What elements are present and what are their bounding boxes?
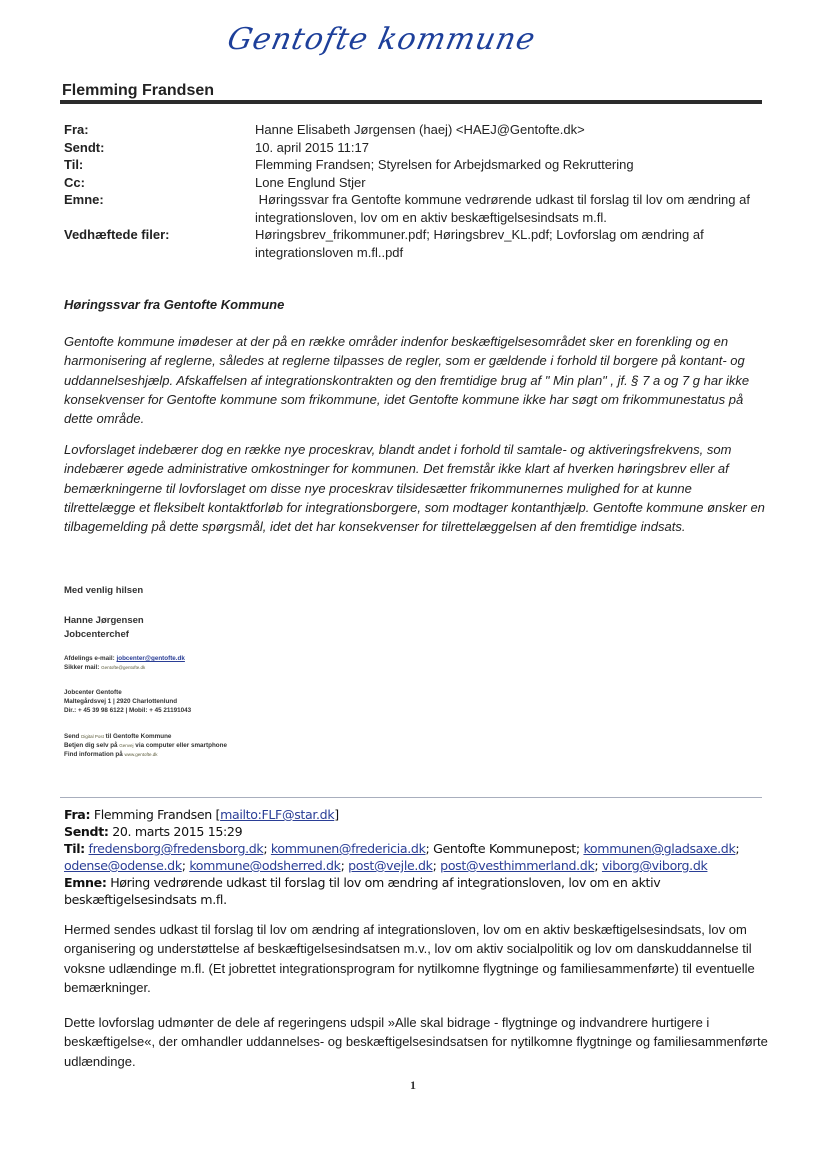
fwd-from-close: ] <box>334 807 339 822</box>
signature-title: Jobcenterchef <box>64 629 129 640</box>
fwd-from-name: Flemming Frandsen [ <box>93 807 221 822</box>
page-number: 1 <box>410 1078 416 1092</box>
header-label: Emne: <box>64 192 104 207</box>
recipient-link[interactable]: post@vesthimmerland.dk <box>440 858 595 873</box>
header-value-from: Hanne Elisabeth Jørgensen (haej) <HAEJ@Gentofte.dk> <box>255 122 585 137</box>
recipient-link[interactable]: kommunen@fredericia.dk <box>270 841 426 856</box>
header-row-cc <box>64 174 764 192</box>
forwarded-header <box>64 806 784 908</box>
forwarded-paragraph: Dette lovforslag udmønter de dele af regeringens udspil »Alle skal bidrage - flygtninge og indvandrere hurtigere i beskæftigelse«, der omhandler uddannelses- og beskæftigelsesindsatsen for nytilkomne flygtninge og familiesammenførte udlændinge. <box>64 1015 768 1069</box>
header-row-subject <box>64 191 764 226</box>
fwd-from-row <box>64 806 784 823</box>
signature-name-block <box>64 614 144 642</box>
fwd-sent-row <box>64 823 784 840</box>
website-link[interactable]: www.gentofte.dk <box>124 752 158 757</box>
recipient-link[interactable]: odense@odense.dk <box>64 858 182 873</box>
digital-post-link[interactable]: Digital Post <box>81 734 104 739</box>
office-address: Maltegårdsvej 1 | 2920 Charlottenlund <box>64 698 178 705</box>
fwd-to-label: Til: <box>64 841 85 856</box>
office-name: Jobcenter Gentofte <box>64 689 122 696</box>
signature-links <box>64 732 227 759</box>
fwd-subject-value: Høring vedrørende udkast til forslag til lov om ændring af integrationsloven, lov om en aktiv beskæftigelsesindsats m.fl. <box>64 875 661 907</box>
handwritten-annotation: Gentofte kommune <box>224 22 539 57</box>
fwd-sent-value: 20. marts 2015 15:29 <box>112 824 243 839</box>
signature-contact <box>64 654 185 672</box>
signature-name: Hanne Jørgensen <box>64 615 144 626</box>
dept-email-label: Afdelings e-mail: <box>64 655 117 662</box>
signature-address <box>64 688 191 715</box>
header-row-attachments <box>64 226 764 261</box>
info-pre: Find information på <box>64 751 125 758</box>
header-label: Cc: <box>64 174 85 190</box>
header-label: Fra: <box>64 122 89 137</box>
attachments-list[interactable]: Høringsbrev_frikommuner.pdf; Høringsbrev_KL.pdf; Lovforslag om ændring af integrationsloven m.fl..pdf <box>255 227 704 260</box>
fwd-sent-label: Sendt: <box>64 824 109 839</box>
genvej-link[interactable]: Genvej <box>119 743 134 748</box>
self-service-pre: Betjen dig selv på <box>64 742 120 749</box>
header-value-to: Flemming Frandsen; Styrelsen for Arbejdsmarked og Rekruttering <box>255 157 634 172</box>
header-divider <box>60 100 762 104</box>
header-label: Til: <box>64 157 84 172</box>
header-value-subject: Høringssvar fra Gentofte kommune vedrørende udkast til forslag til lov om ændring af integrationsloven, lov om en aktiv beskæftigelsesindsats m.fl. <box>255 192 754 225</box>
fwd-from-mailto-link[interactable]: mailto:FLF@star.dk <box>220 807 335 822</box>
forwarded-paragraph: Hermed sendes udkast til forslag til lov om ændring af integrationsloven, lov om en aktiv beskæftigelsesindsats, lov om organisering og understøttelse af beskæftigelsesindsatsen m.v., lov om aktiv socialpolitik og lov om danskuddannelse til voksne udlændinge m.fl. (Et jobrettet integrationsprogram for nytilkomne flygtninge og familiesammenførte) til eventuelle bemærkninger. <box>64 922 755 995</box>
header-label: Vedhæftede filer: <box>64 227 170 242</box>
office-phones: Dir.: + 45 39 98 6122 | Mobil: + 45 21191043 <box>64 707 192 714</box>
body-title: Høringssvar fra Gentofte Kommune <box>64 297 285 312</box>
self-service-post: via computer eller smartphone <box>133 742 227 749</box>
recipient-link[interactable]: kommunen@gladsaxe.dk <box>583 841 736 856</box>
digital-post-post: til Gentofte Kommune <box>103 733 172 740</box>
signature-greeting: Med venlig hilsen <box>64 585 144 596</box>
recipient-link[interactable]: kommune@odsherred.dk <box>189 858 341 873</box>
fwd-subject-label: Emne: <box>64 875 107 890</box>
recipient-link[interactable]: post@vejle.dk <box>348 858 433 873</box>
header-row-to <box>64 156 764 174</box>
header-row-sent <box>64 139 764 157</box>
fwd-subject-row <box>64 874 784 908</box>
secure-mail-value[interactable]: Gentofte@gentofte.dk <box>101 665 146 670</box>
fwd-to-row: Til: fredensborg@fredensborg.dk; kommunen@fredericia.dk; Gentofte Kommunepost; kommunen@gladsaxe.dk; odense@odense.dk; kommune@odsherred.dk; post@vejle.dk; post@vesthimmerland.dk; viborg@viborg.dk <box>64 841 740 873</box>
recipient-link[interactable]: fredensborg@fredensborg.dk <box>88 841 264 856</box>
mailbox-owner-name: Flemming Frandsen <box>62 82 215 99</box>
fwd-from-label: Fra: <box>64 807 91 822</box>
header-row-from <box>64 121 764 139</box>
header-label: Sendt: <box>64 139 105 155</box>
forward-separator <box>60 797 762 798</box>
recipient-text: Gentofte Kommunepost <box>433 841 576 856</box>
header-value-sent: 10. april 2015 11:17 <box>255 139 369 155</box>
body-paragraph: Gentofte kommune imødeser at der på en række områder indenfor beskæftigelsesområdet sker en forenkling og en harmonisering af reglerne, således at reglerne tilpasses de regler, som er gældende i forhold til borgere på kontant- og uddannelseshjælp. Afskaffelsen af integrationskontrakten og den fremtidige brug af " Min plan" , jf. § 7 a og 7 g har ikke konsekvenser for Gentofte kommune som frikommune, idet Gentofte kommune ikke har søgt om frikommunestatus på dette område. <box>64 334 750 427</box>
body-paragraph: Lovforslaget indebærer dog en række nye proceskrav, blandt andet i forhold til samtale- og aktiveringsfrekvens, som indebærer øgede administrative omkostninger for kommunen. Det fremstår ikke klart af hverken høringsbrev eller af bemærkningerne til lovforslaget om disse nye proceskrav tilsidesætter frikommunernes mulighed for at kunne tilrettelægge et fleksibelt kontaktforløb for integrationsborgere, som modtager kontanthjælp. Gentofte kommune ønsker en tilbagemelding på dette spørgsmål, idet det har konsekvenser for tilrettelæggelsen af den fremtidige indsats. <box>64 442 765 535</box>
recipient-link[interactable]: viborg@viborg.dk <box>601 858 708 873</box>
header-value-cc: Lone Englund Stjer <box>255 174 366 190</box>
dept-email-link[interactable]: jobcenter@gentofte.dk <box>116 655 185 662</box>
email-header-block <box>64 121 764 261</box>
secure-mail-label: Sikker mail: <box>64 664 102 671</box>
digital-post-pre: Send <box>64 733 82 740</box>
